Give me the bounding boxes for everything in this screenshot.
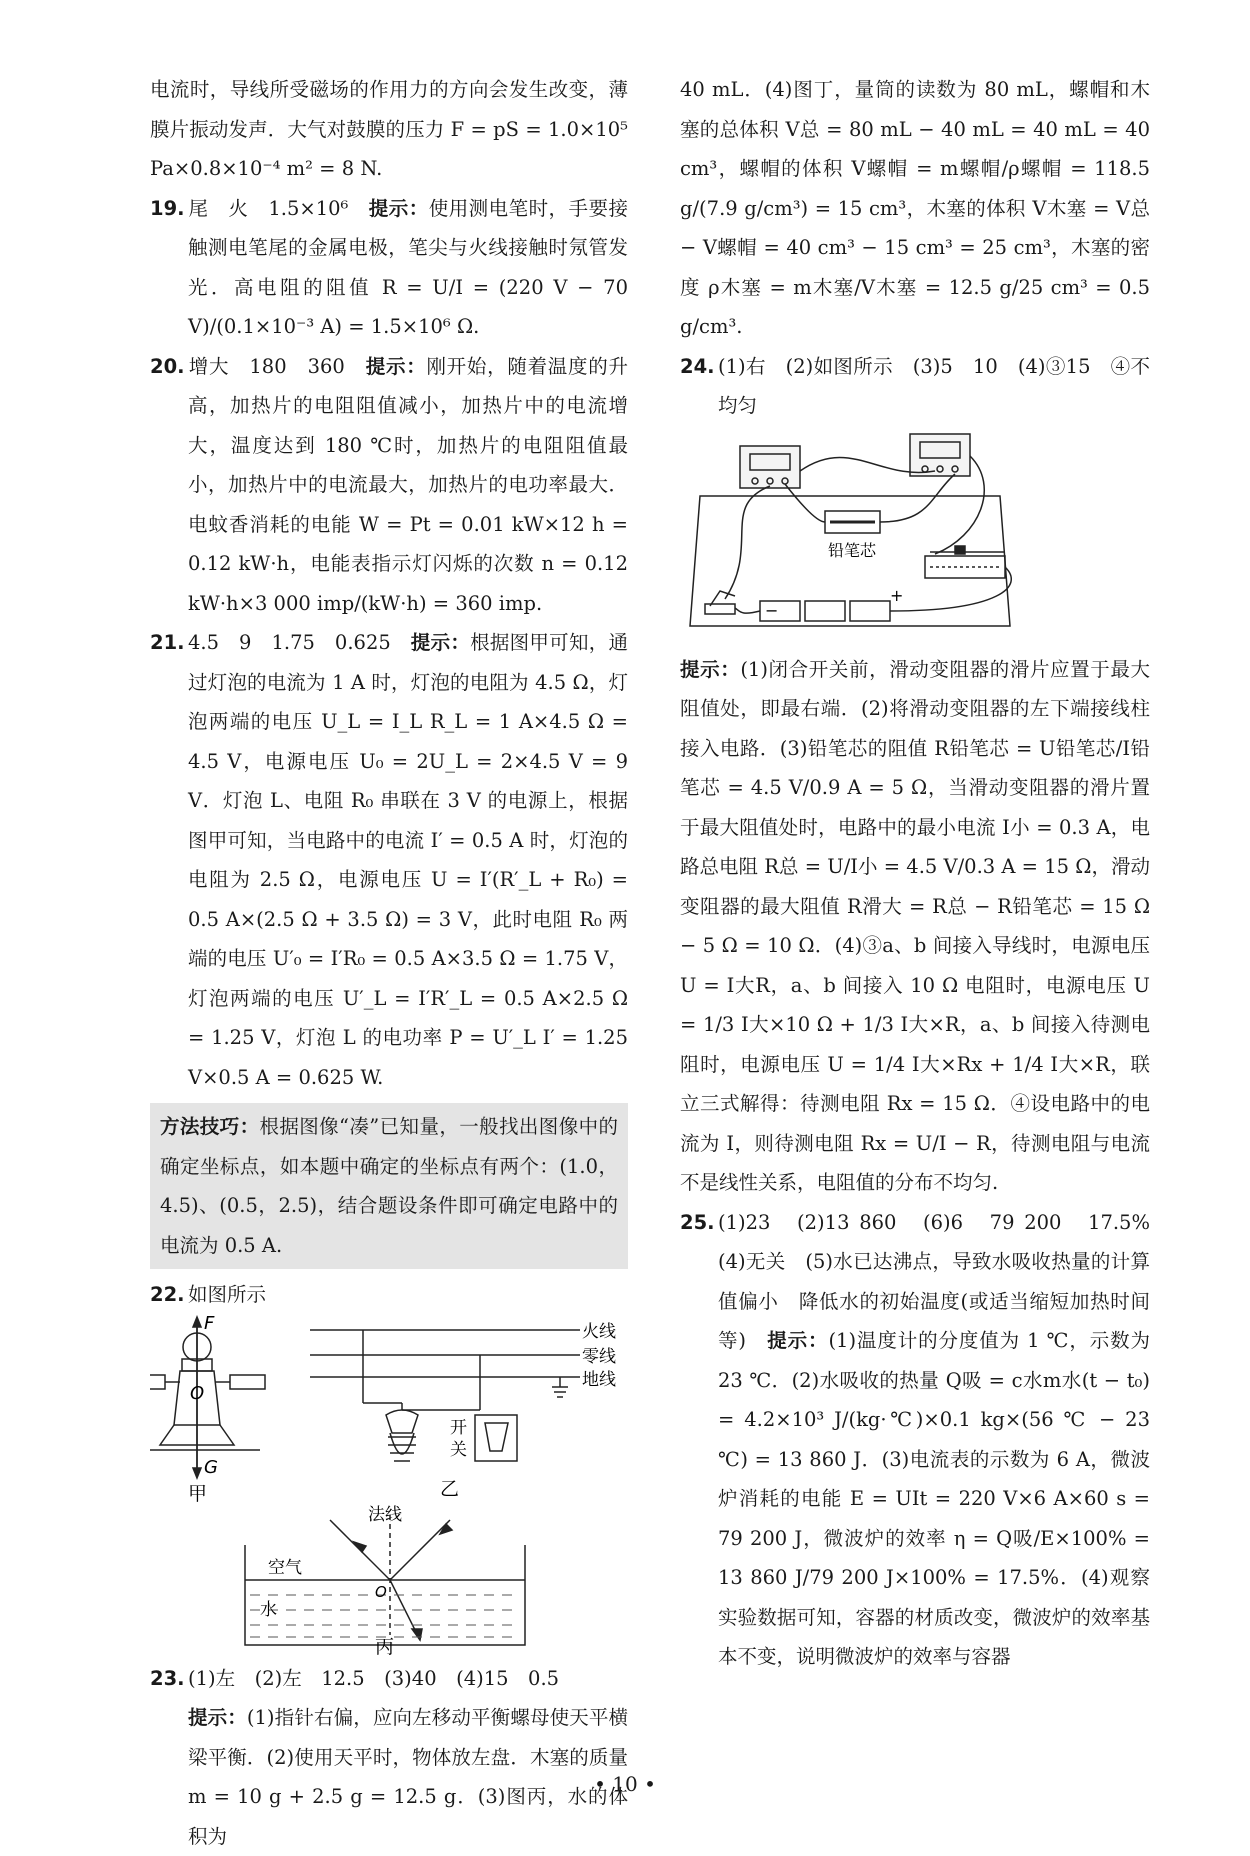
answer-text: (1)右 (2)如图所示 (3)5 10 (4)③15 ④不均匀 xyxy=(718,355,1150,418)
label-ground-wire: 地线 xyxy=(582,1370,616,1390)
hint-label: 提示： xyxy=(411,631,470,654)
question-number: 19. xyxy=(150,189,188,229)
answer-22 xyxy=(150,1275,628,1315)
question-number: 21. xyxy=(150,623,188,663)
question-number: 22. xyxy=(150,1275,188,1315)
hint-text: 使用测电笔时，手要接触测电笔尾的金属电极，笔尖与火线接触时氖管发光．高电阻的阻值 R = U/I = (220 V − 70 V)/(0.1×10⁻³ A) = 1.5×10⁶ Ω. xyxy=(188,197,628,339)
figure-22 xyxy=(150,1315,628,1659)
answer-text: 增大 180 360 xyxy=(188,355,366,378)
method-box xyxy=(150,1103,628,1269)
hint-label: 提示： xyxy=(369,197,429,220)
hint-text: (1)指针右偏，应向左移动平衡螺母使天平横梁平衡．(2)使用天平时，物体放左盘．木塞的质量 m = 10 g + 2.5 g = 12.5 g．(3)图丙，水的体积为 xyxy=(188,1706,628,1848)
label-fire-wire: 火线 xyxy=(582,1322,616,1342)
hint-text: 根据图甲可知，通过灯泡的电流为 1 A 时，灯泡的电阻为 4.5 Ω，灯泡两端的电压 U_L = I_L R_L = 1 A×4.5 Ω = 4.5 V，电源电压 U₀ = 2U_L = 2×4.5 V = 9 V．灯泡 L、电阻 R₀ 串联在 3 V 的电源上，根据图甲可知，当电路中的电流 I′ = 0.5 A 时，灯泡的电阻为 2.5 Ω，电源电压 U = I′(R′_L + R₀) = 0.5 A×(2.5 Ω + 3.5 Ω) = 3 V，此时电阻 R₀ 两端的电压 U′₀ = I′R₀ = 0.5 A×3.5 Ω = 1.75 V，灯泡两端的电压 U′_L = I′R′_L = 0.5 A×2.5 Ω = 1.25 V，灯泡 L 的电功率 P = U′_L I′ = 1.25 V×0.5 A = 0.625 W. xyxy=(188,631,628,1089)
left-column xyxy=(150,70,628,1856)
hint-text: (1)温度计的分度值为 1 ℃，示数为 23 ℃．(2)水吸收的热量 Q吸 = c水m水(t − t₀) = 4.2×10³ J/(kg·℃)×0.1 kg×(56 ℃ − 23 ℃) = 13 860 J．(3)电流表的示数为 6 A，微波炉消耗的电能 E = UIt = 220 V×6 A×60 s = 79 200 J，微波炉的效率 η = Q吸/E×100% = 13 860 J/79 200 J×100% = 17.5%．(4)观察实验数据可知，容器的材质改变，微波炉的效率基本不变，说明微波炉的效率与容器 xyxy=(718,1329,1150,1668)
label-air: 空气 xyxy=(268,1558,302,1578)
label-water: 水 xyxy=(260,1600,277,1620)
answer-text: 4.5 9 1.75 0.625 xyxy=(188,631,411,654)
battery-minus: − xyxy=(765,601,778,620)
answer-20 xyxy=(150,347,628,624)
page-number: • 10 • xyxy=(0,1772,1250,1796)
hint-label: 提示： xyxy=(366,355,427,378)
hint-label: 提示： xyxy=(767,1329,828,1352)
answer-text: (1)23 (2)13 860 (6)6 79 200 17.5% (4)无关 (5)水已达沸点，导致水吸收热量的计算值偏小 降低水的初始温度(或适当缩短加热时间等) xyxy=(718,1211,1170,1353)
hint-label: 提示： xyxy=(188,1706,247,1729)
circuit-diagram xyxy=(690,434,1011,626)
label-o-point: O xyxy=(375,1583,387,1601)
label-jia: 甲 xyxy=(188,1483,207,1505)
label-O: O xyxy=(190,1383,204,1404)
hint-text: (1)闭合开关前，滑动变阻器的滑片应置于最大阻值处，即最右端．(2)将滑动变阻器的左下端接线柱接入电路．(3)铅笔芯的阻值 R铅笔芯 = U铅笔芯/I铅笔芯 = 4.5 V/0.9 A = 5 Ω，当滑动变阻器的滑片置于最大阻值处时，电路中的最小电流 I小 = 0.3 A，电路总电阻 R总 = U/I小 = 4.5 V/0.3 A = 15 Ω，滑动变阻器的最大阻值 R滑大 = R总 − R铅笔芯 = 15 Ω − 5 Ω = 10 Ω．(4)③a、b 间接入导线时，电源电压 U = I大R，a、b 间接入 10 Ω 电阻时，电源电压 U = 1/3 I大×10 Ω + 1/3 I大×R，a、b 间接入待测电阻时，电源电压 U = 1/4 I大×Rx + 1/4 I大×R，联立三式解得：待测电阻 Rx = 15 Ω．④设电路中的电流为 I，则待测电阻 Rx = U/I − R，待测电阻与电流不是线性关系，电阻值的分布不均匀. xyxy=(680,658,1150,1195)
label-pencil-lead: 铅笔芯 xyxy=(828,541,877,560)
label-G: G xyxy=(204,1457,218,1478)
question-number: 20. xyxy=(150,347,188,387)
figure-24 xyxy=(680,426,1150,650)
hint-label: 提示： xyxy=(680,658,740,681)
label-switch-1: 开 xyxy=(450,1418,467,1438)
answer-25 xyxy=(680,1203,1150,1677)
method-label: 方法技巧： xyxy=(160,1115,259,1138)
method-text: 根据图像“凑”已知量，一般找出图像中的确定坐标点，如本题中确定的坐标点有两个：(1.0，4.5)、(0.5，2.5)，结合题设条件即可确定电路中的电流为 0.5 A. xyxy=(160,1115,618,1257)
water-hatch xyxy=(250,1595,520,1637)
diagram-jia xyxy=(150,1317,265,1478)
question-number: 24. xyxy=(680,347,718,387)
hint-24 xyxy=(680,650,1150,1203)
answer-23 xyxy=(150,1659,628,1856)
figure-22-svg xyxy=(150,1315,628,1655)
answer-text: (1)左 (2)左 12.5 (3)40 (4)15 0.5 xyxy=(188,1667,559,1690)
label-bing: 丙 xyxy=(375,1636,394,1655)
answer-23-continued: 40 mL．(4)图丁，量筒的读数为 80 mL，螺帽和木塞的总体积 V总 = 80 mL − 40 mL = 40 mL = 40 cm³，螺帽的体积 V螺帽 = m螺帽/ρ螺帽 = 118.5 g/(7.9 g/cm³) = 15 cm³，木塞的体积 V木塞 = V总 − V螺帽 = 40 cm³ − 15 cm³ = 25 cm³，木塞的密度 ρ木塞 = m木塞/V木塞 = 12.5 g/25 cm³ = 0.5 g/cm³. xyxy=(680,70,1150,347)
label-zero-wire: 零线 xyxy=(582,1347,616,1367)
answer-text: 尾 火 1.5×10⁶ xyxy=(188,197,369,220)
label-yi: 乙 xyxy=(440,1478,459,1500)
figure-24-svg xyxy=(680,426,1150,646)
right-column xyxy=(680,70,1150,1677)
answer-19 xyxy=(150,189,628,347)
diagram-yi xyxy=(310,1330,580,1461)
label-F: F xyxy=(204,1315,215,1334)
answer-21 xyxy=(150,623,628,1097)
answer-text: 如图所示 xyxy=(188,1283,266,1306)
question-number: 23. xyxy=(150,1659,188,1699)
answer-24 xyxy=(680,347,1150,426)
intro-paragraph: 电流时，导线所受磁场的作用力的方向会发生改变，薄膜片振动发声．大气对鼓膜的压力 F = pS = 1.0×10⁵ Pa×0.8×10⁻⁴ m² = 8 N. xyxy=(150,70,628,189)
question-number: 25. xyxy=(680,1203,718,1243)
label-normal: 法线 xyxy=(368,1505,402,1525)
battery-plus: + xyxy=(890,586,903,605)
hint-text: 刚开始，随着温度的升高，加热片的电阻阻值减小，加热片中的电流增大，温度达到 180 ℃时，加热片的电阻阻值最小，加热片中的电流最大，加热片的电功率最大．电蚊香消耗的电能 W = Pt = 0.01 kW×12 h = 0.12 kW·h，电能表指示灯闪烁的次数 n = 0.12 kW·h×3 000 imp/(kW·h) = 360 imp. xyxy=(188,355,628,615)
label-switch-2: 关 xyxy=(450,1440,467,1460)
